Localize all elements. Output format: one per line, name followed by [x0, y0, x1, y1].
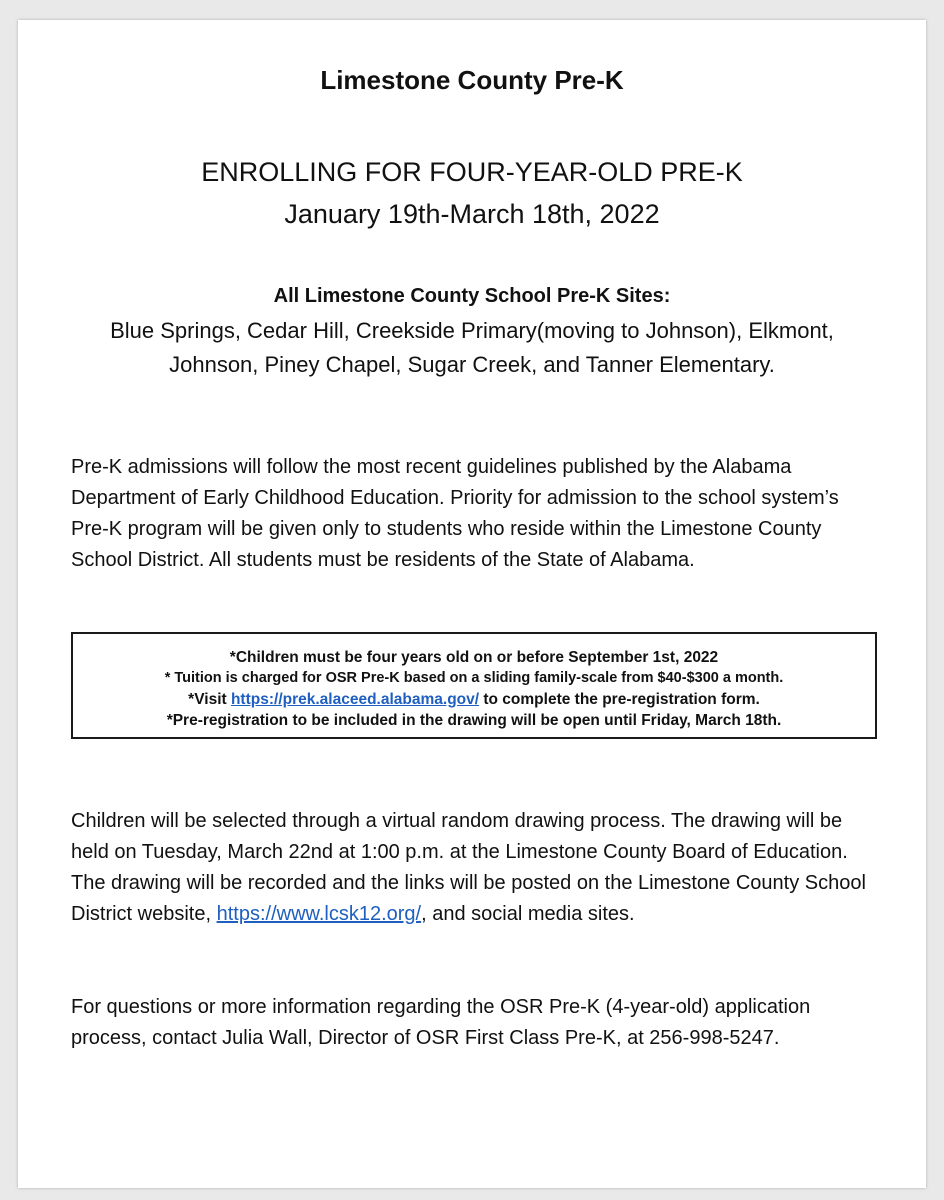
enrollment-heading: ENROLLING FOR FOUR-YEAR-OLD PRE-K [201, 157, 743, 187]
enrollment-dates: January 19th-March 18th, 2022 [284, 199, 660, 229]
drawing-text: Children will be selected through a virtual random drawing process. The drawing will be held on Tuesday, March 22nd at 1:00 p.m. at the Limestone County Board of Education. The drawing will be recorded and the links will be posted on the Limestone County School District website, [71, 810, 866, 925]
preregistration-note: *Pre-registration to be included in the drawing will be open until Friday, March 18th. [166, 712, 782, 729]
admissions-paragraph: Pre-K admissions will follow the most recent guidelines published by the Alabama Department of Early Childhood Education. Priority for admission to the school system’s Pre-K program will be given only to students who reside within the Limestone County School District. All students must be residents of the State of Alabama. [71, 456, 839, 571]
district-website-link[interactable]: https://www.lcsk12.org/ [216, 903, 422, 925]
sites-list: Blue Springs, Cedar Hill, Creekside Primary(moving to Johnson), Elkmont, Johnson, Piney Chapel, Sugar Creek, and Tanner Elementary. [110, 318, 834, 377]
age-requirement-note: *Children must be four years old on or before September 1st, 2022 [229, 649, 719, 666]
drawing-paragraph [71, 806, 871, 930]
contact-paragraph: For questions or more information regarding the OSR Pre-K (4-year-old) application process, contact Julia Wall, Director of OSR First Class Pre-K, at 256-998-5247. [71, 996, 811, 1049]
document-page [18, 20, 926, 1188]
page-title: Limestone County Pre-K [320, 65, 624, 95]
visit-note [73, 689, 875, 710]
enrollment-headline [18, 151, 926, 235]
visit-prefix: *Visit [188, 691, 231, 708]
notice-box [71, 632, 877, 739]
tuition-note: * Tuition is charged for OSR Pre-K based on a sliding family-scale from $40-$300 a month. [164, 670, 784, 686]
visit-suffix: to complete the pre-registration form. [479, 691, 760, 708]
prek-registration-link[interactable]: https://prek.alaceed.alabama.gov/ [230, 691, 480, 708]
drawing-suffix: , and social media sites. [421, 903, 635, 925]
sites-heading: All Limestone County School Pre-K Sites: [273, 285, 671, 307]
